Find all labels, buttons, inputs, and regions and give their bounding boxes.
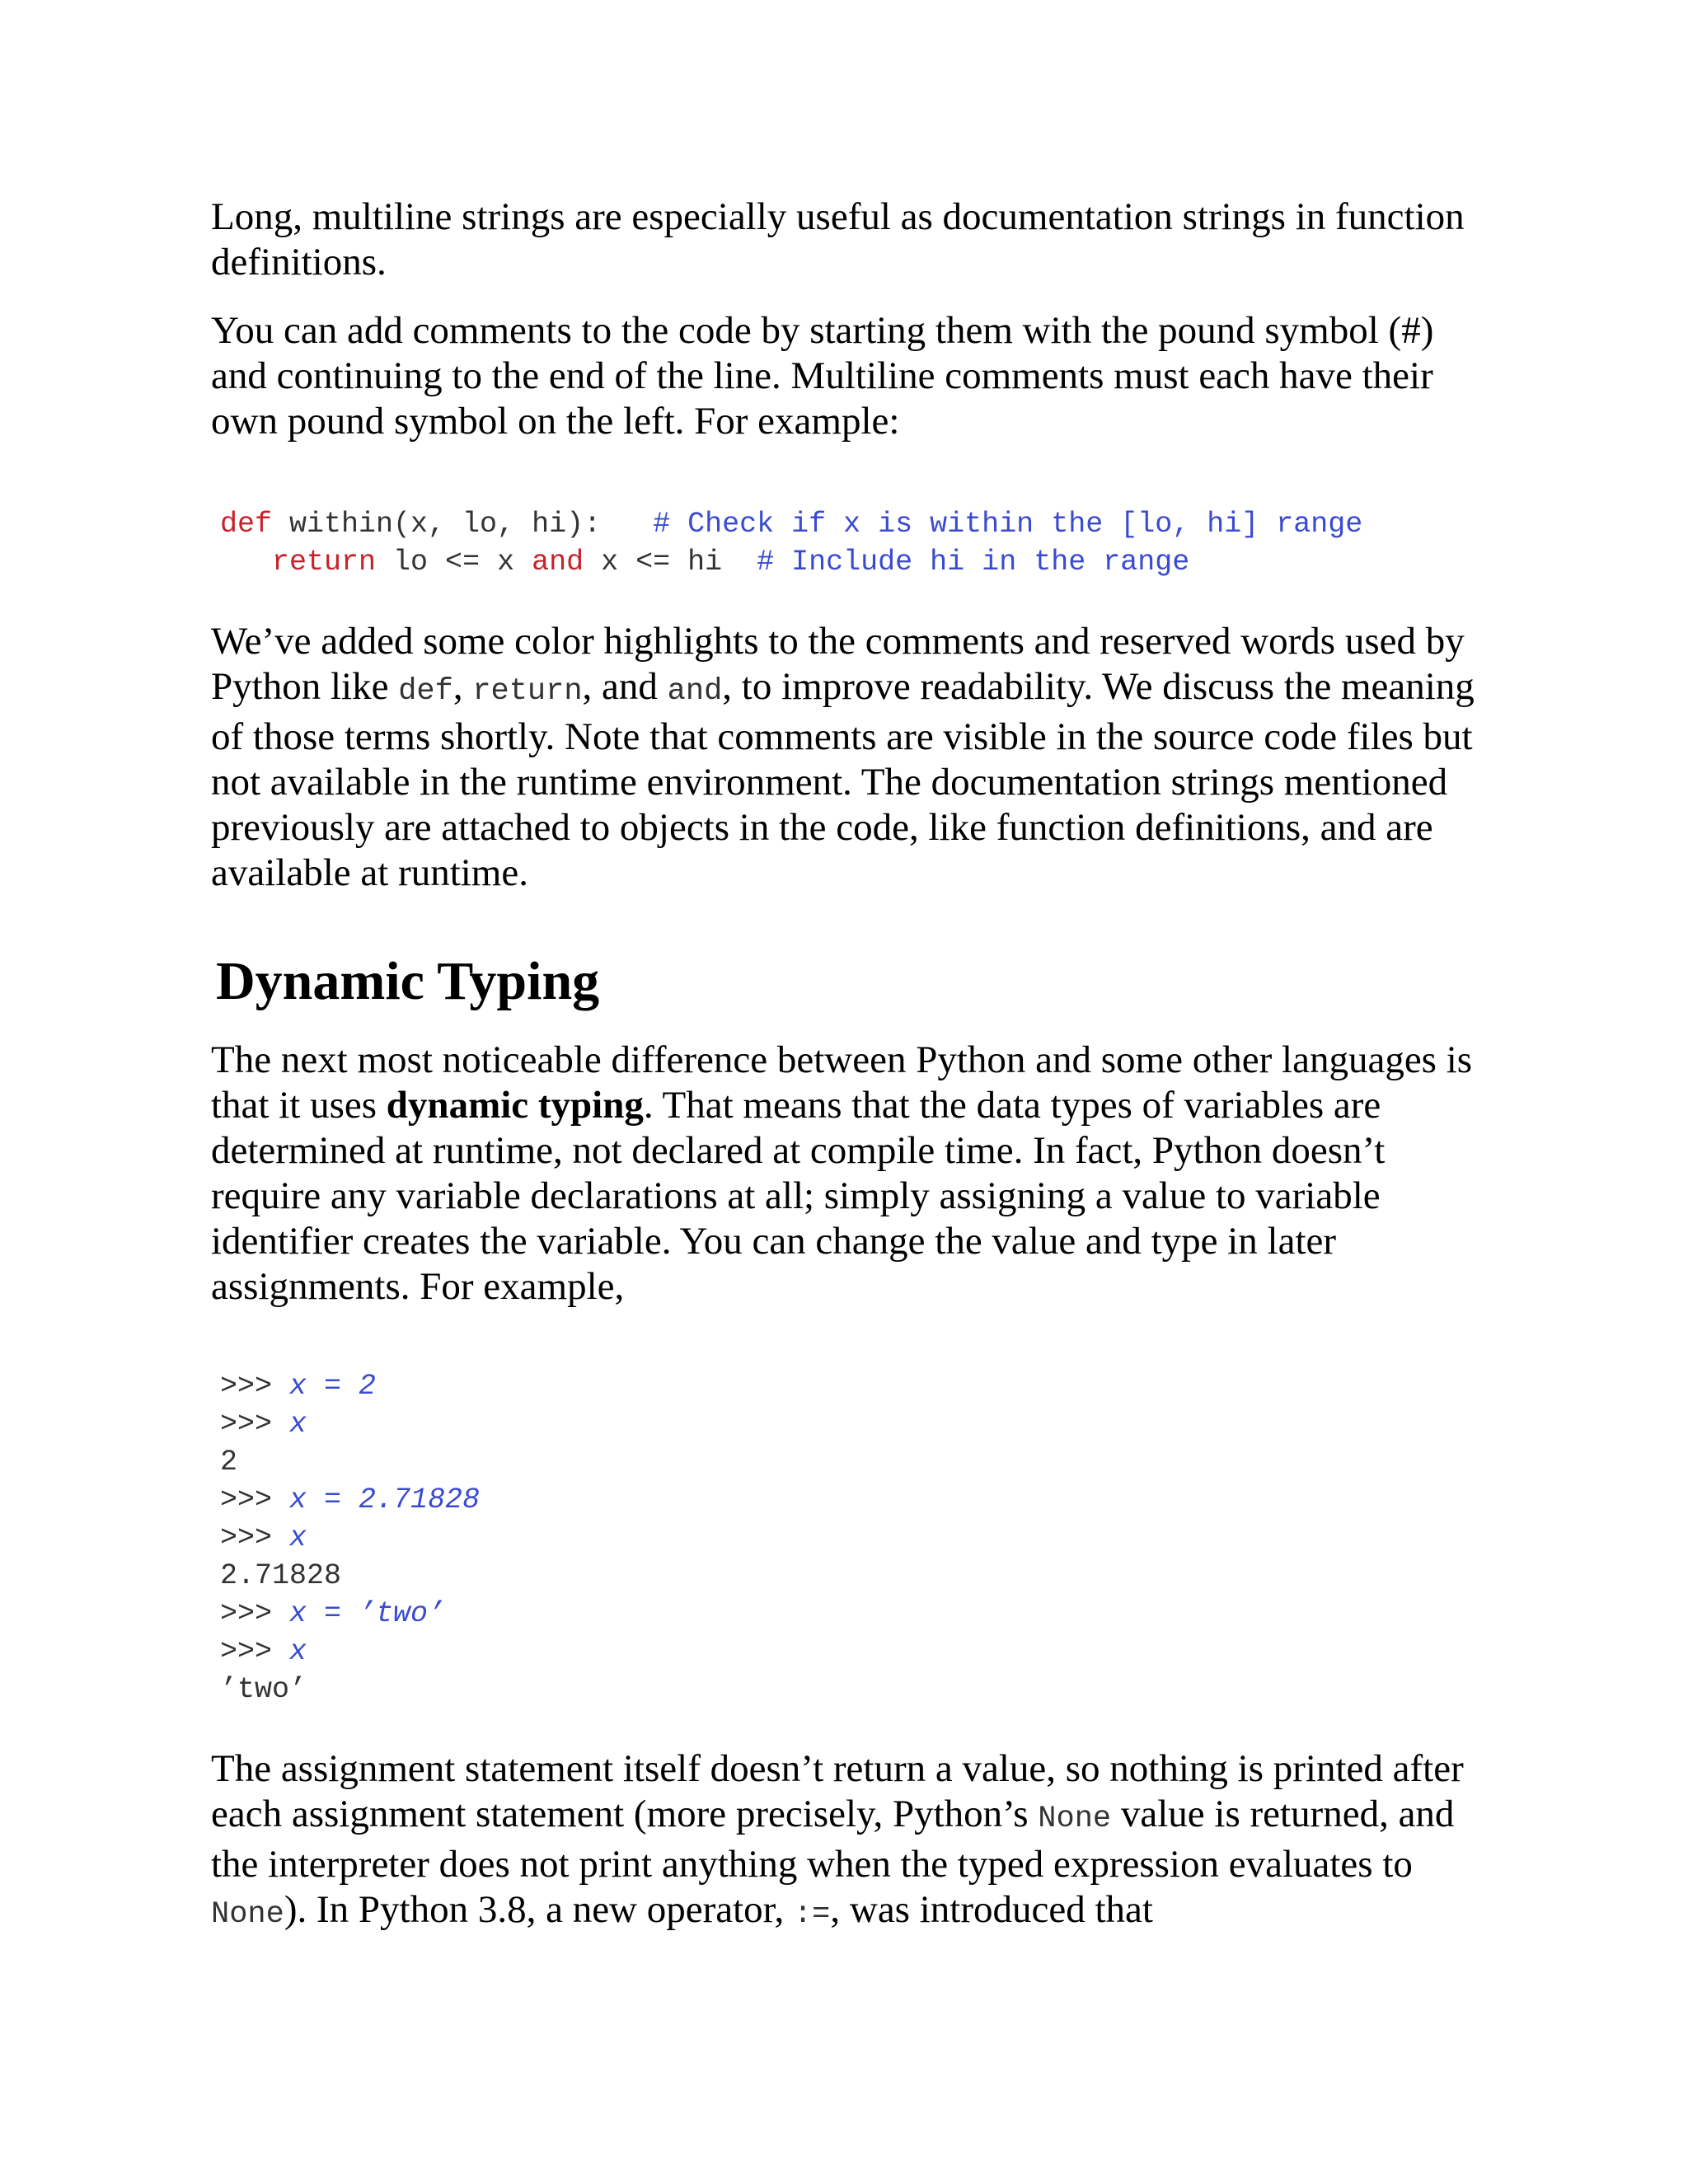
keyword-return: return bbox=[272, 546, 377, 579]
inline-code-none: None bbox=[211, 1897, 284, 1932]
text-run: The assignment statement itself doesn’t return a value, so nothing is printed after each assignment statement (more precisely, Python’s bbox=[211, 1747, 1464, 1835]
inline-code-def: def bbox=[398, 674, 453, 709]
repl-prompt: >>> bbox=[220, 1635, 290, 1668]
inline-code-return: return bbox=[472, 674, 583, 709]
keyword-and: and bbox=[532, 546, 584, 579]
text-run: , bbox=[452, 665, 473, 708]
text-run: , was introduced that bbox=[830, 1888, 1153, 1931]
repl-output: 2.71828 bbox=[220, 1559, 342, 1592]
code-block-within bbox=[211, 505, 1497, 581]
bold-term: dynamic typing bbox=[386, 1084, 644, 1127]
paragraph-comments: You can add comments to the code by starting them with the pound symbol (#) and continuing to the end of the line. Multiline comments must each have their own pound symbol on the left. For example: bbox=[211, 309, 1434, 443]
code-padding bbox=[601, 508, 653, 541]
section-heading: Dynamic Typing bbox=[216, 951, 600, 1011]
paragraph-highlights bbox=[211, 619, 1497, 896]
repl-input: x bbox=[289, 1521, 307, 1554]
repl-prompt: >>> bbox=[220, 1370, 290, 1403]
repl-input-line bbox=[220, 1633, 1497, 1671]
code-indent bbox=[220, 546, 272, 579]
inline-code-and: and bbox=[667, 674, 723, 709]
repl-input: x bbox=[289, 1408, 307, 1441]
paragraph-assignment bbox=[211, 1746, 1497, 1938]
text-run: , and bbox=[582, 665, 668, 708]
document-page bbox=[211, 194, 1497, 1938]
text-run: value is returned, and the interpreter does not print anything when the typed expression evaluates to bbox=[211, 1793, 1455, 1886]
repl-output: 2 bbox=[220, 1446, 238, 1479]
repl-output: ’two’ bbox=[220, 1673, 307, 1706]
text-run: , to improve readability. We discuss the meaning of those terms shortly. Note that comments are visible in the source code files but not available in the runtime environment. The documentation strings mentioned previously are attached to objects in the code, like function definitions, and are available at runtime. bbox=[211, 665, 1475, 894]
repl-prompt: >>> bbox=[220, 1408, 290, 1441]
code-line-2 bbox=[220, 543, 1497, 581]
repl-input: x = ’two’ bbox=[289, 1597, 446, 1630]
paragraph-dynamic-typing bbox=[211, 1038, 1497, 1310]
code-comment: # Check if x is within the [lo, hi] range bbox=[653, 508, 1363, 541]
text-run: . That means that the data types of variables are determined at runtime, not declared at compile time. In fact, Python doesn’t require any variable declarations at all; simply assigning a value to variable identifier creates the variable. You can change the value and type in later assignments. For example, bbox=[211, 1084, 1386, 1308]
repl-input-line bbox=[220, 1481, 1497, 1519]
keyword-def: def bbox=[220, 508, 273, 541]
repl-input-line bbox=[220, 1367, 1497, 1405]
repl-prompt: >>> bbox=[220, 1521, 290, 1554]
text-run: We’ve added some color highlights to the comments and reserved words used by Python like bbox=[211, 620, 1465, 708]
repl-input: x = 2.71828 bbox=[289, 1483, 481, 1516]
repl-input-line bbox=[220, 1405, 1497, 1443]
code-text: lo <= x bbox=[376, 546, 532, 579]
text-run: ). In Python 3.8, a new operator, bbox=[284, 1888, 794, 1931]
code-comment: # Include hi in the range bbox=[757, 546, 1190, 579]
code-text: x <= hi bbox=[584, 546, 757, 579]
inline-code-walrus: := bbox=[793, 1897, 831, 1932]
repl-input: x = 2 bbox=[289, 1370, 377, 1403]
code-line-1 bbox=[220, 505, 1497, 543]
code-text: within(x, lo, hi): bbox=[272, 508, 602, 541]
inline-code-none: None bbox=[1038, 1802, 1112, 1836]
repl-prompt: >>> bbox=[220, 1597, 290, 1630]
repl-input-line bbox=[220, 1595, 1497, 1633]
text-run: The next most noticeable difference between Python and some other languages is that it uses bbox=[211, 1038, 1473, 1127]
code-block-repl bbox=[211, 1367, 1497, 1708]
paragraph-docstrings: Long, multiline strings are especially useful as documentation strings in function definitions. bbox=[211, 195, 1465, 284]
repl-prompt: >>> bbox=[220, 1483, 290, 1516]
repl-input-line bbox=[220, 1519, 1497, 1557]
repl-input: x bbox=[289, 1635, 307, 1668]
